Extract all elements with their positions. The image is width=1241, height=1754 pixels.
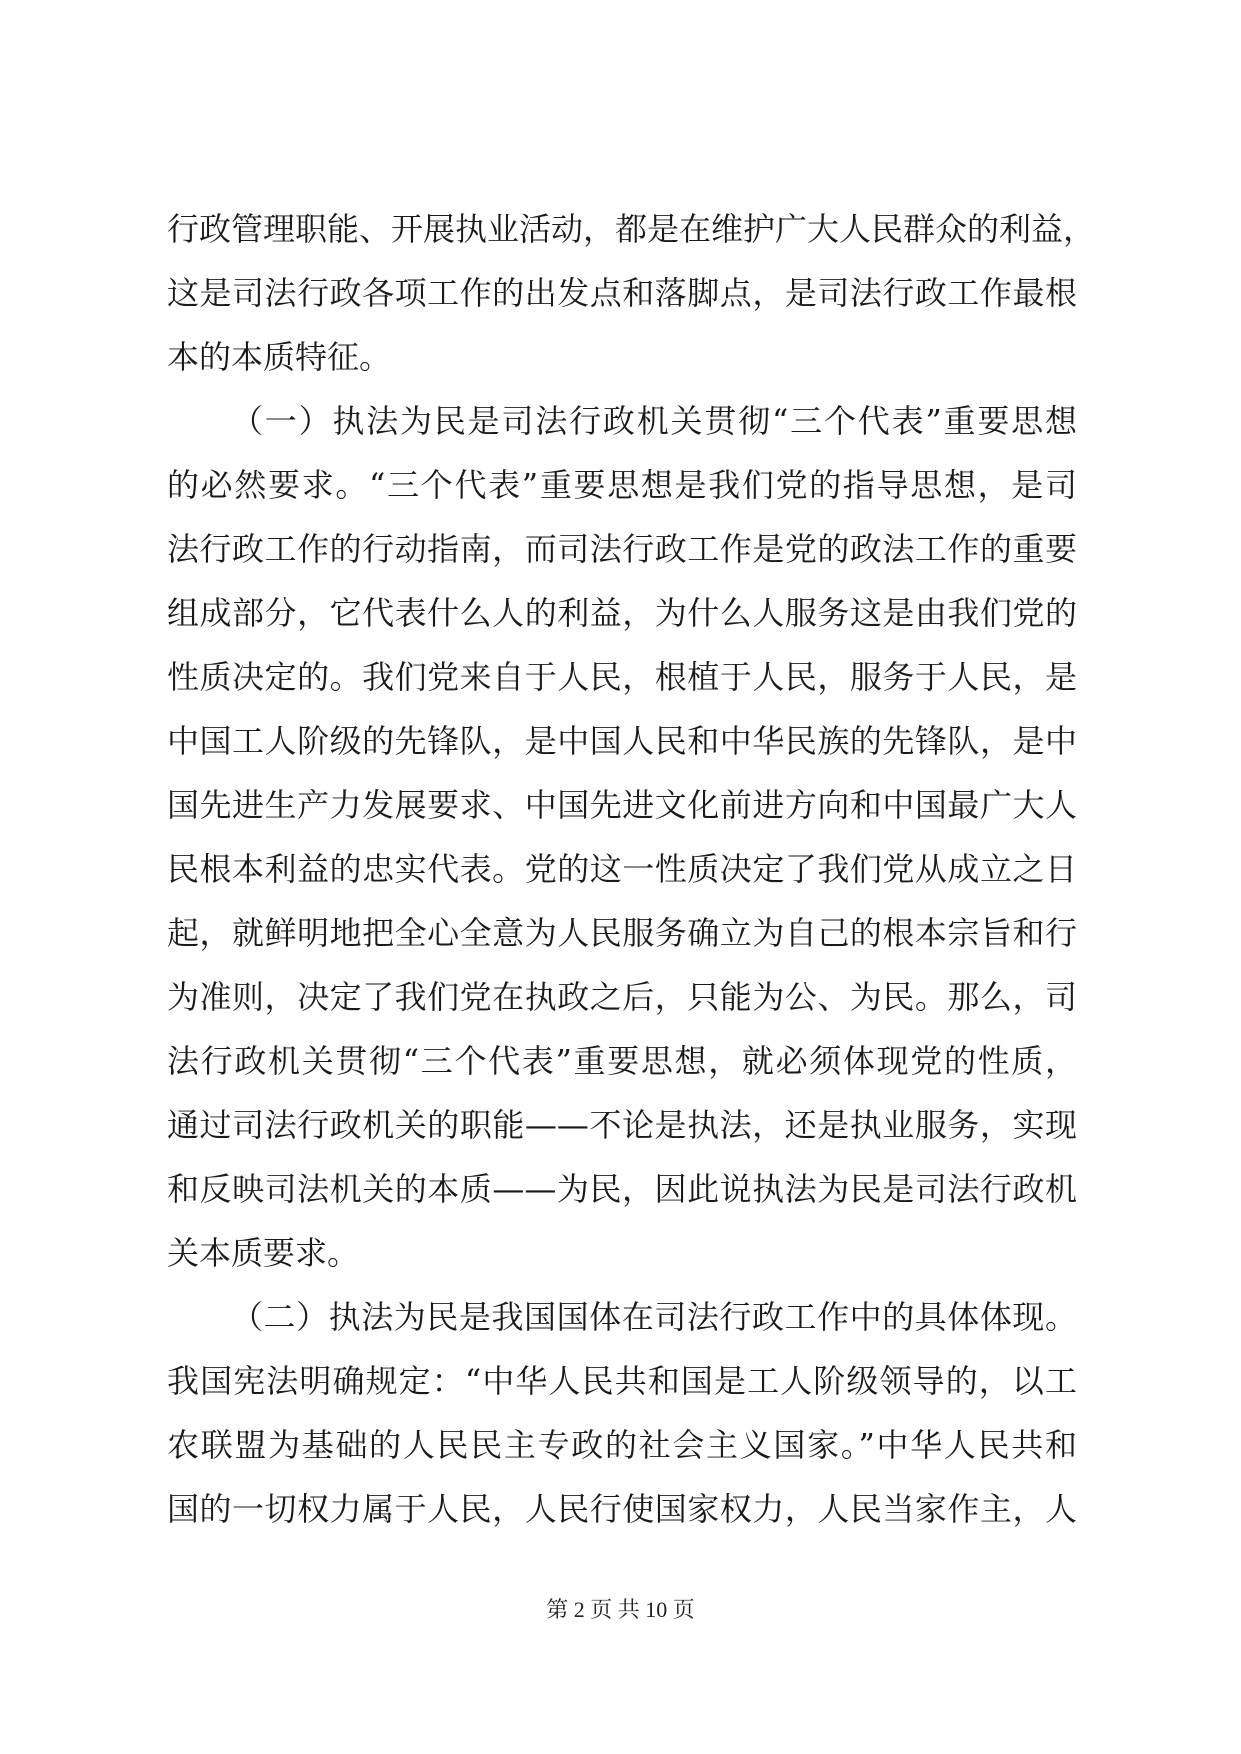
text-line: 起，就鲜明地把全心全意为人民服务确立为自己的根本宗旨和行 (167, 914, 1077, 952)
text-line: 和反映司法机关的本质——为民，因此说执法为民是司法行政机 (167, 1170, 1077, 1208)
text-line: 农联盟为基础的人民民主专政的社会主义国家。”中华人民共和 (167, 1426, 1077, 1464)
body-text (167, 197, 1096, 1541)
text-line: 国的一切权力属于人民，人民行使国家权力，人民当家作主，人 (167, 1490, 1077, 1528)
text-line: 民根本利益的忠实代表。党的这一性质决定了我们党从成立之日 (167, 850, 1077, 888)
text-line: 这是司法行政各项工作的出发点和落脚点，是司法行政工作最根 (167, 274, 1077, 312)
page-number: 第 2 页 共 10 页 (546, 1597, 695, 1622)
text-line: 组成部分，它代表什么人的利益，为什么人服务这是由我们党的 (167, 594, 1077, 632)
page-footer (0, 1593, 1241, 1624)
text-line: 法行政工作的行动指南，而司法行政工作是党的政法工作的重要 (167, 530, 1077, 568)
text-line: 国先进生产力发展要求、中国先进文化前进方向和中国最广大人 (167, 786, 1077, 824)
text-line: 为准则，决定了我们党在执政之后，只能为公、为民。那么，司 (167, 978, 1077, 1016)
text-line: 我国宪法明确规定：“中华人民共和国是工人阶级领导的，以工 (167, 1362, 1077, 1400)
paragraph-heading-line: （二）执法为民是我国国体在司法行政工作中的具体体现。 (231, 1298, 1077, 1336)
text-line: 行政管理职能、开展执业活动，都是在维护广大人民群众的利益， (167, 210, 1096, 248)
text-line: 的必然要求。“三个代表”重要思想是我们党的指导思想，是司 (167, 466, 1077, 504)
paragraph-heading-line: （一）执法为民是司法行政机关贯彻“三个代表”重要思想 (231, 402, 1077, 440)
text-line: 通过司法行政机关的职能——不论是执法，还是执业服务，实现 (167, 1106, 1077, 1144)
text-line: 法行政机关贯彻“三个代表”重要思想，就必须体现党的性质， (167, 1042, 1077, 1080)
text-line: 中国工人阶级的先锋队，是中国人民和中华民族的先锋队，是中 (167, 722, 1077, 760)
text-line: 本的本质特征。 (167, 338, 392, 376)
text-line: 关本质要求。 (167, 1234, 360, 1272)
text-line: 性质决定的。我们党来自于人民，根植于人民，服务于人民，是 (167, 658, 1077, 696)
